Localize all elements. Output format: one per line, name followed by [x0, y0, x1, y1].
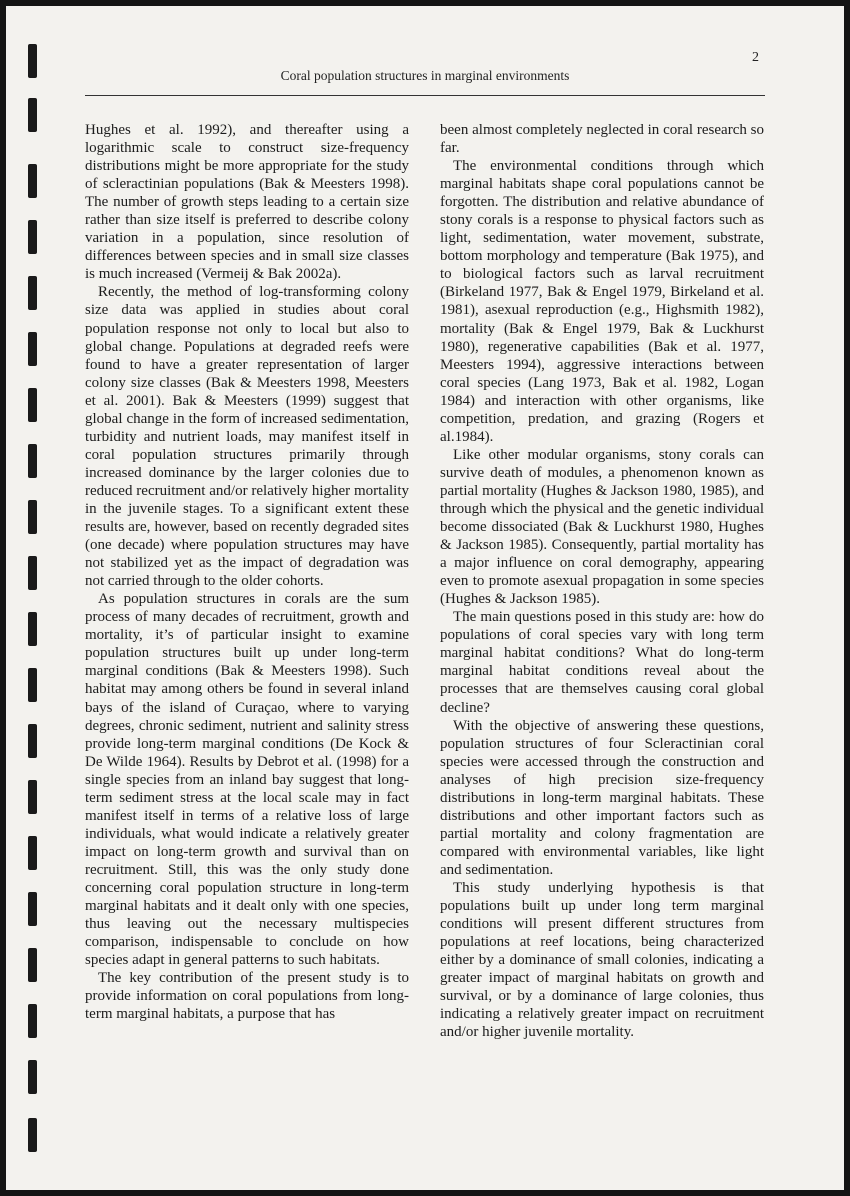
paragraph: Hughes et al. 1992), and thereafter using a logarithmic scale to construct size-frequency distributions might be more appropriate for the study of scleractinian populations (Bak & Meesters 1998). The number of growth steps leading to a certain size rather than size itself is preferred to describe colony variation in a population, since resolution of differences between species and in small size classes is much increased (Vermeij & Bak 2002a). — [85, 122, 409, 283]
paragraph: With the objective of answering these questions, population structures of four Scleractinian coral species were accessed through the construction and analyses of high precision size-frequency distributions in long-term marginal habitats. These distributions and other important factors such as partial mortality and colony fragmentation are compared with environmental variables, like light and sedimentation. — [440, 717, 764, 878]
binding-hole — [28, 500, 37, 534]
paragraph: As population structures in corals are the sum process of many decades of recruitment, growth and mortality, it’s of particular insight to examine population structures built up under long-term marginal conditions (Bak & Meesters 1998). Such habitat may among others be found in several inland bays of the island of Curaçao, where to varying degrees, chronic sediment, nutrient and salinity stress provide long-term marginal conditions (De Kock & De Wilde 1964). Results by Debrot et al. (1998) for a single species from an inland bay suggest that long-term sediment stress at the local scale may in fact manifest itself in terms of a relative loss of large individuals, what would indicate a relatively greater impact on long-term growth and survival than on recruitment. Still, this was the only study done concerning coral population structure in long-term marginal habitats and it dealt only with one species, thus leaving out the necessary multispecies comparison, indispensable to conclude on how species adapt in general patterns to such habitats. — [85, 591, 409, 969]
binding-hole — [28, 892, 37, 926]
binding-hole — [28, 1118, 37, 1152]
binding-holes — [28, 0, 42, 1196]
binding-hole — [28, 724, 37, 758]
binding-hole — [28, 948, 37, 982]
paragraph: been almost completely neglected in coral research so far. — [440, 122, 764, 157]
binding-hole — [28, 98, 37, 132]
running-header: Coral population structures in marginal environments — [280, 68, 570, 83]
binding-hole — [28, 612, 37, 646]
header-rule — [85, 95, 765, 96]
paragraph: This study underlying hypothesis is that populations built up under long term marginal conditions will present different structures from populations at reef locations, being characterized either by a dominance of small colonies, indicating a greater impact of marginal habitats on growth and survival, or by a dominance of large colonies, thus indicating a relatively greater impact on recruitment and/or higher juvenile mortality. — [440, 879, 764, 1041]
binding-hole — [28, 668, 37, 702]
paragraph: The key contribution of the present study is to provide information on coral populations from long-term marginal habitats, a purpose that has — [85, 970, 409, 1023]
binding-hole — [28, 780, 37, 814]
binding-hole — [28, 44, 37, 78]
right-column — [440, 121, 764, 1041]
paragraph: Like other modular organisms, stony corals can survive death of modules, a phenomenon known as partial mortality (Hughes & Jackson 1980, 1985), and through which the physical and the genetic individual become dissociated (Bak & Luckhurst 1980, Hughes & Jackson 1985). Consequently, partial mortality has a major influence on coral demography, appearing even to promote asexual propagation in some species (Hughes & Jackson 1985). — [440, 446, 764, 608]
paragraph: The main questions posed in this study are: how do populations of coral species vary with long term marginal habitat conditions? What do long-term marginal habitat conditions reveal about the processes that are themselves causing coral global decline? — [440, 609, 764, 716]
binding-hole — [28, 388, 37, 422]
binding-hole — [28, 332, 37, 366]
binding-hole — [28, 1004, 37, 1038]
binding-hole — [28, 836, 37, 870]
binding-hole — [28, 164, 37, 198]
binding-hole — [28, 1060, 37, 1094]
binding-hole — [28, 276, 37, 310]
page-number: 2 — [752, 50, 759, 65]
binding-hole — [28, 220, 37, 254]
paragraph: The environmental conditions through which marginal habitats shape coral populations cannot be forgotten. The distribution and relative abundance of stony corals is a response to physical factors such as light, sedimentation, water movement, substrate, bottom morphology and temperature (Bak 1975), and to biological factors such as larval recruitment (Birkeland 1977, Bak & Engel 1979, Birkeland et al. 1981), asexual reproduction (e.g., Highsmith 1982), mortality (Bak & Engel 1979, Bak & Luckhurst 1980), regenerative capabilities (Bak et al. 1977, Meesters 1994), aggressive interactions between coral species (Lang 1973, Bak et al. 1982, Logan 1984) and interaction with other organisms, like competition, predation, and grazing (Rogers et al.1984). — [440, 158, 764, 445]
paragraph: Recently, the method of log-transforming colony size data was applied in studies about coral population response not only to local but also to global change. Populations at degraded reefs were found to have a greater representation of larger colony size classes (Bak & Meesters 1998, Meesters et al. 2001). Bak & Meesters (1999) suggest that global change in the form of increased sedimentation, turbidity and nutrient loads, may manifest itself in coral population structures primarily through increased dominance by the larger colonies due to reduced recruitment and/or relatively higher mortality in the juvenile stages. To a significant extent these results are, however, based on recently degraded sites (one decade) where population structures may have not stabilized yet as the impact of degradation was not carried through to the older cohorts. — [85, 284, 409, 590]
left-column — [85, 121, 409, 1023]
binding-hole — [28, 556, 37, 590]
binding-hole — [28, 444, 37, 478]
